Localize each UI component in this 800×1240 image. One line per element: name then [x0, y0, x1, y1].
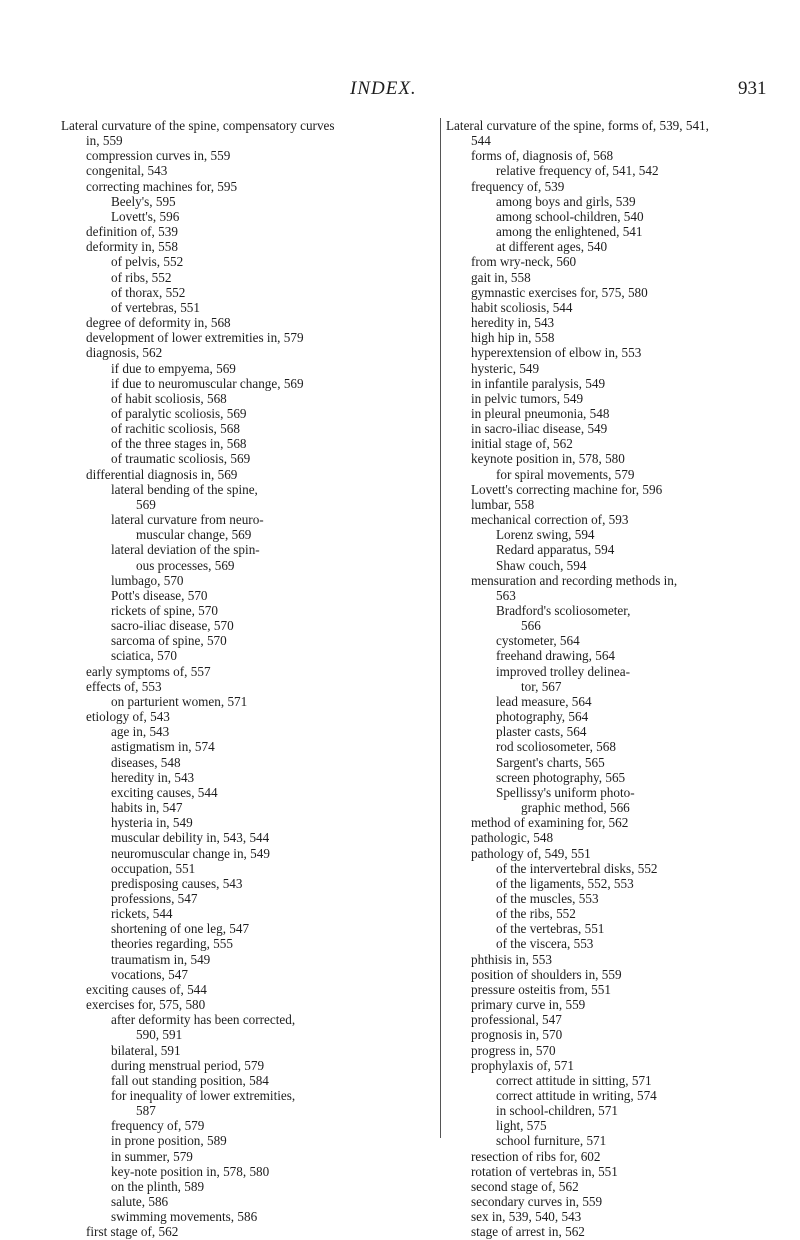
index-entry: correct attitude in sitting, 571 [496, 1072, 652, 1088]
index-entry: screen photography, 565 [496, 769, 626, 785]
index-entry: Spellissy's uniform photo- [496, 784, 635, 800]
index-entry: sex in, 539, 540, 543 [471, 1209, 582, 1225]
page-header [0, 78, 800, 104]
index-entry: rickets of spine, 570 [111, 603, 218, 618]
index-entry: fall out standing position, 584 [111, 1072, 269, 1088]
index-entry: 569 [136, 496, 156, 512]
index-entry: rod scoliosometer, 568 [496, 739, 616, 755]
index-entry: pathology of, 549, 551 [471, 845, 591, 861]
index-entry: school furniture, 571 [496, 1133, 607, 1149]
index-entry: frequency of, 579 [111, 1118, 205, 1134]
index-entry: Pott's disease, 570 [111, 587, 208, 603]
index-entry: lumbar, 558 [471, 496, 535, 512]
index-entry: diagnosis, 562 [86, 345, 163, 361]
index-entry: high hip in, 558 [471, 330, 555, 346]
index-entry: on the plinth, 589 [111, 1178, 205, 1194]
page-title: INDEX. [350, 78, 417, 99]
index-entry: heredity in, 543 [471, 315, 555, 331]
index-entry: lumbago, 570 [111, 572, 184, 588]
index-entry: for inequality of lower extremities, [111, 1088, 296, 1103]
index-entry: of the intervertebral disks, 552 [496, 860, 658, 876]
index-entry: 563 [496, 587, 516, 603]
index-entry: bilateral, 591 [111, 1042, 181, 1058]
index-entry: traumatism in, 549 [111, 951, 211, 967]
index-entry: photography, 564 [496, 709, 589, 725]
index-entry: salute, 586 [111, 1194, 169, 1210]
index-entry: of thorax, 552 [111, 284, 186, 300]
index-entry: shortening of one leg, 547 [111, 921, 250, 937]
index-entry: of paralytic scoliosis, 569 [111, 405, 247, 421]
index-entry: development of lower extremities in, 579 [86, 330, 304, 346]
index-entry: phthisis in, 553 [471, 951, 552, 967]
index-entry: professions, 547 [111, 890, 198, 906]
index-entry: hyperextension of elbow in, 553 [471, 345, 642, 361]
index-entry: muscular change, 569 [136, 527, 252, 543]
index-entry: pathologic, 548 [471, 830, 554, 846]
page-number: 931 [738, 78, 767, 99]
index-entry: Lovett's, 596 [111, 208, 180, 224]
index-column-right [446, 118, 781, 1240]
index-entry: among the enlightened, 541 [496, 224, 643, 240]
index-entry: of pelvis, 552 [111, 254, 184, 270]
index-entry: of the ribs, 552 [496, 906, 576, 922]
index-entry: during menstrual period, 579 [111, 1057, 265, 1073]
index-entry: neuromuscular change in, 549 [111, 845, 270, 861]
index-entry: gymnastic exercises for, 575, 580 [471, 284, 648, 300]
index-entry: 590, 591 [136, 1027, 183, 1043]
index-entry: of the three stages in, 568 [111, 436, 247, 452]
index-entry: secondary curves in, 559 [471, 1194, 603, 1210]
index-entry: in pleural pneumonia, 548 [471, 405, 610, 421]
index-entry: Lovett's correcting machine for, 596 [471, 481, 663, 497]
index-entry: of the ligaments, 552, 553 [496, 875, 634, 891]
index-entry: of rachitic scoliosis, 568 [111, 421, 240, 437]
index-entry: deformity in, 558 [86, 239, 178, 255]
index-entry: habits in, 547 [111, 800, 183, 816]
index-entry: improved trolley delinea- [496, 663, 631, 679]
index-entry: among school-children, 540 [496, 208, 644, 224]
index-entry: of ribs, 552 [111, 269, 172, 285]
index-entry: relative frequency of, 541, 542 [496, 163, 659, 179]
index-entry: ous processes, 569 [136, 557, 235, 573]
index-entry: plaster casts, 564 [496, 724, 587, 740]
index-entry: in pelvic tumors, 549 [471, 390, 584, 406]
index-entry: from wry-neck, 560 [471, 254, 577, 270]
index-column-left [61, 118, 436, 1240]
index-entry: Lateral curvature of the spine, compensatory curves [61, 118, 335, 133]
index-entry: lateral bending of the spine, [111, 481, 258, 497]
index-entry: key-note position in, 578, 580 [111, 1163, 270, 1179]
index-entry: congenital, 543 [86, 163, 168, 179]
index-entry: early symptoms of, 557 [86, 663, 211, 679]
index-entry: frequency of, 539 [471, 178, 565, 194]
index-entry: tor, 567 [521, 678, 562, 694]
index-entry: gait in, 558 [471, 269, 531, 285]
index-entry: method of examining for, 562 [471, 815, 629, 831]
index-entry: keynote position in, 578, 580 [471, 451, 625, 467]
index-entry: muscular debility in, 543, 544 [111, 830, 270, 846]
index-entry: prophylaxis of, 571 [471, 1057, 574, 1073]
index-entry: rotation of vertebras in, 551 [471, 1163, 618, 1179]
index-entry: for spiral movements, 579 [496, 466, 635, 482]
index-entry: correcting machines for, 595 [86, 178, 238, 194]
index-entry: etiology of, 543 [86, 709, 170, 725]
index-entry: cystometer, 564 [496, 633, 580, 649]
index-entry: in, 559 [86, 133, 123, 149]
index-entry: Lorenz swing, 594 [496, 527, 595, 543]
index-entry: lateral deviation of the spin- [111, 542, 260, 558]
index-entry: freehand drawing, 564 [496, 648, 616, 664]
index-entry: of vertebras, 551 [111, 299, 200, 315]
index-entry: Bradford's scoliosometer, [496, 603, 631, 618]
index-entry: second stage of, 562 [471, 1178, 579, 1194]
index-entry: predisposing causes, 543 [111, 875, 243, 891]
index-entry: in sacro-iliac disease, 549 [471, 421, 608, 437]
index-entry: differential diagnosis in, 569 [86, 466, 238, 482]
index-entry: Beely's, 595 [111, 193, 176, 209]
index-entry: among boys and girls, 539 [496, 193, 636, 209]
index-entry: diseases, 548 [111, 754, 181, 770]
index-entry: degree of deformity in, 568 [86, 315, 231, 331]
index-entry: lateral curvature from neuro- [111, 512, 264, 528]
index-entry: in school-children, 571 [496, 1103, 618, 1119]
index-entry: in prone position, 589 [111, 1133, 227, 1149]
index-entry: hysteric, 549 [471, 360, 540, 376]
index-entry: sarcoma of spine, 570 [111, 633, 227, 649]
index-entry: vocations, 547 [111, 966, 188, 982]
index-entry: lead measure, 564 [496, 693, 592, 709]
index-entry: age in, 543 [111, 724, 170, 740]
index-entry: of the vertebras, 551 [496, 921, 605, 937]
index-entry: Shaw couch, 594 [496, 557, 587, 573]
index-entry: professional, 547 [471, 1012, 562, 1028]
index-entry: sciatica, 570 [111, 648, 177, 664]
index-entry: pressure osteitis from, 551 [471, 981, 611, 997]
index-entry: position of shoulders in, 559 [471, 966, 622, 982]
index-entry: light, 575 [496, 1118, 547, 1134]
index-entry: of habit scoliosis, 568 [111, 390, 227, 406]
index-entry: on parturient women, 571 [111, 693, 248, 709]
index-entry: Lateral curvature of the spine, forms of, 539, 541, [446, 118, 709, 133]
index-entry: habit scoliosis, 544 [471, 299, 573, 315]
index-entry: 566 [521, 618, 541, 634]
index-entry: compression curves in, 559 [86, 148, 231, 164]
index-entry: correct attitude in writing, 574 [496, 1088, 657, 1103]
index-entry: if due to empyema, 569 [111, 360, 236, 376]
index-entry: in infantile paralysis, 549 [471, 375, 606, 391]
index-entry: prognosis in, 570 [471, 1027, 563, 1043]
index-entry: theories regarding, 555 [111, 936, 233, 952]
index-entry: at different ages, 540 [496, 239, 608, 255]
index-entry: 587 [136, 1103, 156, 1119]
index-entry: sacro-iliac disease, 570 [111, 618, 234, 634]
index-entry: primary curve in, 559 [471, 997, 586, 1013]
index-entry: exciting causes of, 544 [86, 981, 207, 997]
index-entry: resection of ribs for, 602 [471, 1148, 601, 1164]
index-entry: progress in, 570 [471, 1042, 556, 1058]
index-entry: mensuration and recording methods in, [471, 572, 678, 588]
index-entry: swimming movements, 586 [111, 1209, 258, 1225]
index-entry: forms of, diagnosis of, 568 [471, 148, 614, 164]
index-entry: rickets, 544 [111, 906, 173, 922]
index-entry: heredity in, 543 [111, 769, 195, 785]
index-entry: in summer, 579 [111, 1148, 193, 1164]
index-entry: astigmatism in, 574 [111, 739, 215, 755]
index-entry: definition of, 539 [86, 224, 178, 240]
index-entry: effects of, 553 [86, 678, 162, 694]
column-divider [440, 118, 441, 1138]
index-entry: of the muscles, 553 [496, 890, 599, 906]
index-entry: initial stage of, 562 [471, 436, 573, 452]
index-entry: stage of arrest in, 562 [471, 1224, 585, 1240]
index-entry: Redard apparatus, 594 [496, 542, 615, 558]
index-entry: 544 [471, 133, 491, 149]
index-entry: if due to neuromuscular change, 569 [111, 375, 304, 391]
index-entry: Sargent's charts, 565 [496, 754, 605, 770]
index-entry: exercises for, 575, 580 [86, 997, 206, 1013]
index-entry: exciting causes, 544 [111, 784, 218, 800]
index-entry: first stage of, 562 [86, 1224, 179, 1240]
index-entry: of the viscera, 553 [496, 936, 594, 952]
index-entry: occupation, 551 [111, 860, 196, 876]
index-entry: mechanical correction of, 593 [471, 512, 629, 528]
index-entry: of traumatic scoliosis, 569 [111, 451, 251, 467]
index-entry: hysteria in, 549 [111, 815, 193, 831]
index-entry: graphic method, 566 [521, 800, 630, 816]
index-entry: after deformity has been corrected, [111, 1012, 296, 1028]
